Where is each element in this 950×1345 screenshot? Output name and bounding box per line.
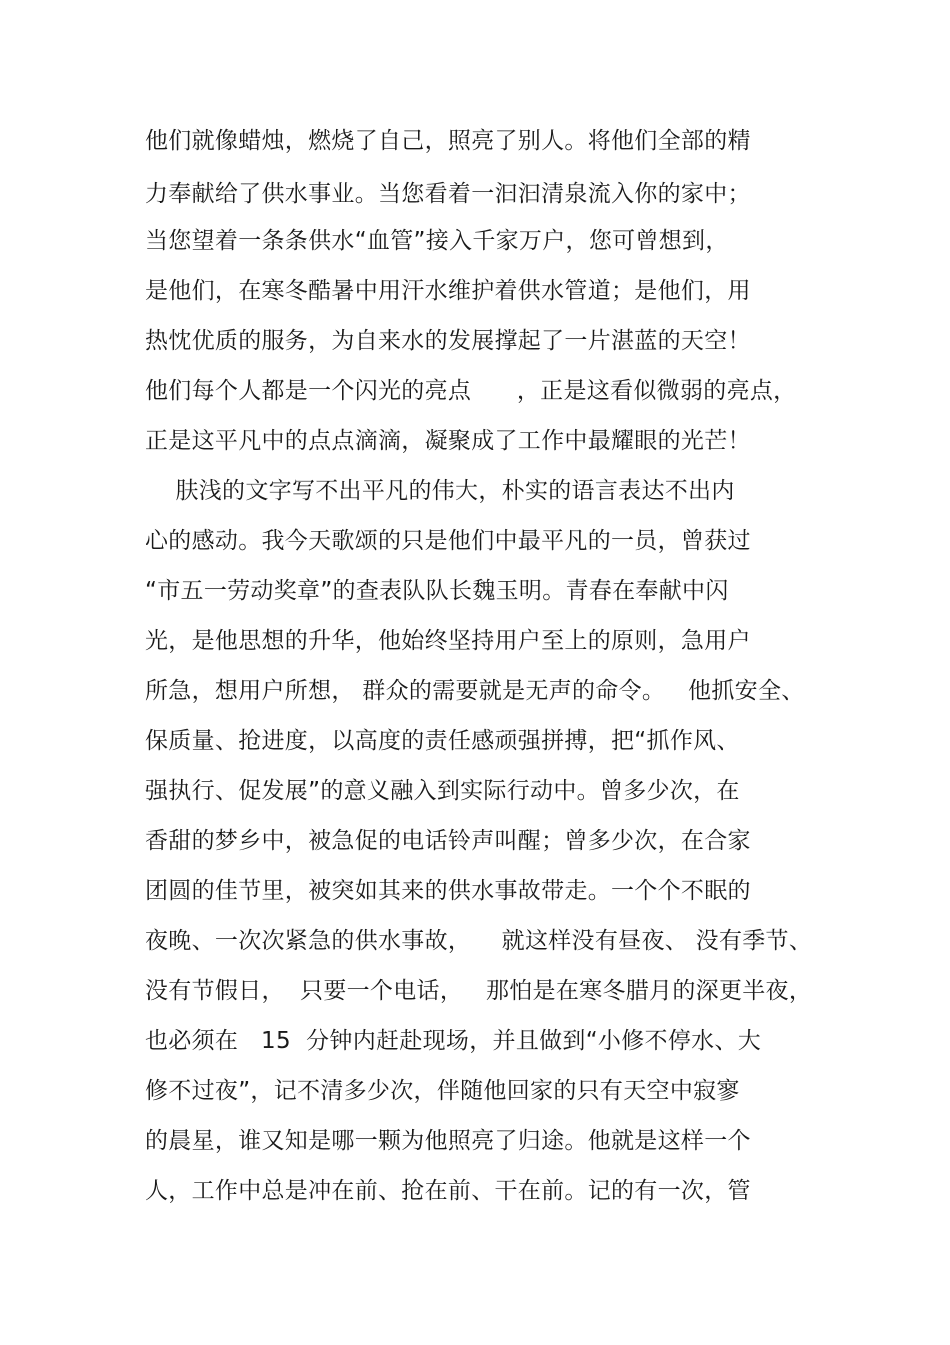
text-line: 当您望着一条条供水“血管”接入千家万户，您可曾想到， xyxy=(145,228,729,254)
text-line: 是他们，在寒冬酷暑中用汗水维护着供水管道；是他们，用 xyxy=(145,278,751,304)
text-line: 心的感动。我今天歌颂的只是他们中最平凡的一员，曾获过 xyxy=(145,528,751,554)
text-line: 也必须在 15 分钟内赶赴现场，并且做到“小修不停水、大 xyxy=(145,1028,762,1054)
text-line: 热忱优质的服务，为自来水的发展撑起了一片湛蓝的天空！ xyxy=(145,328,751,354)
text-line: 团圆的佳节里，被突如其来的供水事故带走。一个个不眠的 xyxy=(145,878,751,904)
text-line: “市五一劳动奖章”的查表队队长魏玉明。青春在奉献中闪 xyxy=(145,578,729,604)
text-line: 的晨星，谁又知是哪一颗为他照亮了归途。他就是这样一个 xyxy=(145,1128,751,1154)
text-line: 香甜的梦乡中，被急促的电话铃声叫醒；曾多少次，在合家 xyxy=(145,828,751,854)
text-line: 人，工作中总是冲在前、抢在前、干在前。记的有一次，管 xyxy=(145,1178,751,1204)
text-line: 他们每个人都是一个闪光的亮点 ，正是这看似微弱的亮点， xyxy=(145,378,797,404)
text-line: 所急，想用户所想， 群众的需要就是无声的命令。 他抓安全、 xyxy=(145,678,805,704)
text-line: 力奉献给了供水事业。当您看着一汩汩清泉流入你的家中； xyxy=(145,181,751,207)
text-line: 保质量、抢进度，以高度的责任感顽强拼搏，把“抓作风、 xyxy=(145,728,740,754)
text-line: 光，是他思想的升华，他始终坚持用户至上的原则，急用户 xyxy=(145,628,751,654)
text-line: 肤浅的文字写不出平凡的伟大，朴实的语言表达不出内 xyxy=(145,478,735,504)
text-line: 修不过夜”，记不清多少次，伴随他回家的只有天空中寂寥 xyxy=(145,1078,740,1104)
text-line: 夜晚、一次次紧急的供水事故， 就这样没有昼夜、 没有季节、 xyxy=(145,928,813,954)
text-line: 没有节假日， 只要一个电话， 那怕是在寒冬腊月的深更半夜， xyxy=(145,978,813,1004)
text-line: 强执行、促发展”的意义融入到实际行动中。曾多少次，在 xyxy=(145,778,740,804)
text-line: 正是这平凡中的点点滴滴，凝聚成了工作中最耀眼的光芒！ xyxy=(145,428,751,454)
text-line: 他们就像蜡烛，燃烧了自己，照亮了别人。将他们全部的精 xyxy=(145,128,751,154)
